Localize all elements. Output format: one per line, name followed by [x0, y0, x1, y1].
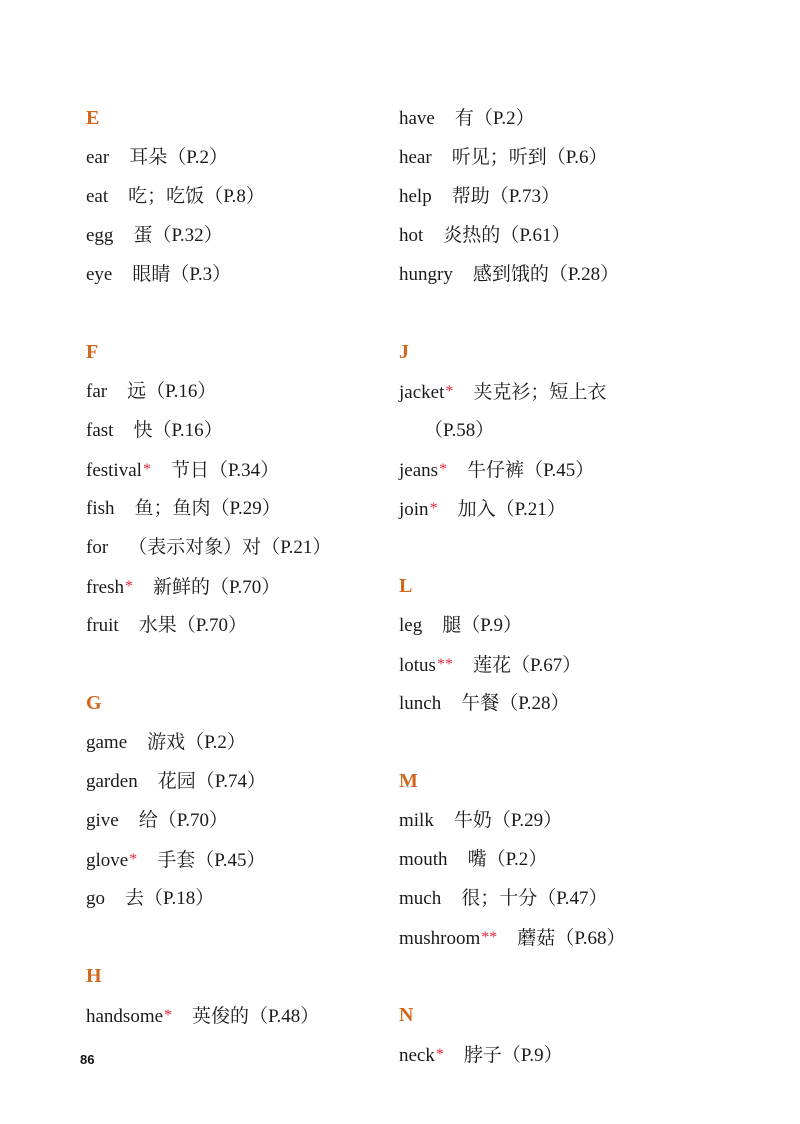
open-paren: （: [548, 263, 568, 285]
entry-meaning: 耳朵: [129, 146, 168, 168]
page-ref-number: P.21: [514, 499, 547, 520]
glossary-entry-continuation: [399, 411, 779, 450]
entry-word: join: [399, 499, 429, 520]
page-reference: [492, 810, 562, 831]
entry-word: much: [399, 888, 442, 909]
page-ref-number: P.61: [519, 225, 552, 246]
close-paren: ）: [543, 1044, 563, 1066]
entry-word: fish: [86, 498, 115, 519]
entry-word: go: [86, 888, 105, 909]
page-ref-number: P.2: [492, 108, 516, 129]
close-paren: ）: [528, 848, 548, 870]
section-letter-heading: G: [86, 692, 102, 714]
close-paren: ）: [212, 263, 232, 285]
close-paren: ）: [261, 497, 281, 519]
entry-meaning: 牛奶: [453, 809, 492, 831]
open-paren: （: [195, 770, 215, 792]
entry-word: leg: [399, 615, 423, 636]
glossary-entry: [86, 996, 386, 1035]
page-reference: [170, 264, 231, 285]
page-reference: [261, 537, 331, 558]
entry-meaning: 感到饿的: [472, 263, 549, 285]
glossary-entry: [399, 177, 779, 216]
glossary-entry: [399, 99, 779, 138]
page-reference: [210, 577, 280, 598]
difficulty-star-icon: *: [129, 851, 138, 868]
entry-word: help: [399, 186, 432, 207]
glossary-section: [86, 333, 386, 645]
page-ref-number: P.45: [543, 460, 576, 481]
open-paren: （: [495, 498, 515, 520]
entry-meaning: 脖子: [463, 1044, 502, 1066]
page-ref-number: P.58: [443, 420, 476, 441]
entry-meaning: 腿: [442, 614, 462, 636]
glossary-entry: [86, 177, 386, 216]
open-paren: （: [537, 887, 557, 909]
entry-word: hear: [399, 147, 432, 168]
page-reference: [195, 850, 265, 871]
difficulty-star-icon: *: [429, 500, 438, 517]
section-letter-heading: E: [86, 107, 100, 129]
left-column: [86, 99, 386, 1035]
close-paren: ）: [588, 887, 608, 909]
entry-word: fresh: [86, 577, 124, 598]
entry-meaning: 快: [133, 419, 153, 441]
glossary-entry: [86, 138, 386, 177]
page-reference: [185, 732, 246, 753]
page-reference: [146, 381, 216, 402]
entry-meaning: 水果: [138, 614, 177, 636]
open-paren: （: [510, 654, 530, 676]
page-reference: [555, 928, 625, 949]
page-reference: [490, 186, 560, 207]
close-paren: ）: [208, 146, 228, 168]
entry-meaning: 听见；听到: [451, 146, 547, 168]
glossary-entry: [86, 840, 386, 879]
entry-meaning: 远: [127, 380, 147, 402]
page-reference: [204, 186, 265, 207]
close-paren: ）: [226, 731, 246, 753]
entry-meaning: 蘑菇: [517, 927, 556, 949]
glossary-section: [399, 333, 779, 528]
entry-meaning: 花园: [157, 770, 196, 792]
page-ref-number: P.2: [186, 147, 209, 168]
close-paren: ）: [540, 185, 560, 207]
page-ref-number: P.21: [280, 537, 313, 558]
glossary-entry: [86, 411, 386, 450]
open-paren: （: [555, 927, 575, 949]
page-ref-number: P.70: [176, 810, 209, 831]
glossary-entry: [86, 489, 386, 528]
glossary-entry: [86, 216, 386, 255]
close-paren: ）: [261, 576, 281, 598]
difficulty-star-icon: *: [445, 383, 454, 400]
close-paren: ）: [475, 419, 495, 441]
entry-word: have: [399, 108, 435, 129]
entry-meaning: 手套: [157, 849, 196, 871]
entry-meaning: 很；十分: [461, 887, 538, 909]
page-reference: [167, 147, 228, 168]
entry-meaning: 夹克衫；短上衣: [473, 381, 607, 403]
difficulty-star-icon: *: [164, 1007, 173, 1024]
close-paren: ）: [208, 809, 228, 831]
close-paren: ）: [588, 146, 608, 168]
entry-word: fruit: [86, 615, 119, 636]
close-paren: ）: [203, 224, 223, 246]
entry-meaning: （表示对象）对: [128, 536, 262, 558]
close-paren: ）: [515, 107, 535, 129]
page-ref-number: P.16: [171, 420, 204, 441]
close-paren: ）: [227, 614, 247, 636]
open-paren: （: [486, 848, 506, 870]
entry-word: game: [86, 732, 128, 753]
page-reference: [461, 615, 522, 636]
page-reference: [209, 460, 279, 481]
entry-meaning: 英俊的: [192, 1005, 250, 1027]
page-ref-number: P.47: [556, 888, 589, 909]
close-paren: ）: [575, 459, 595, 481]
glossary-entry: [86, 450, 386, 489]
page-ref-number: P.70: [195, 615, 228, 636]
open-paren: （: [524, 459, 544, 481]
close-paren: ）: [600, 263, 620, 285]
glossary-entry: [399, 879, 779, 918]
page-ref-number: P.28: [518, 693, 551, 714]
open-paren: （: [424, 419, 444, 441]
close-paren: ）: [543, 809, 563, 831]
close-paren: ）: [203, 419, 223, 441]
close-paren: ）: [246, 770, 266, 792]
section-letter-heading: H: [86, 965, 102, 987]
glossary-section: [399, 567, 779, 723]
page-ref-number: P.9: [520, 1045, 544, 1066]
difficulty-star-icon: *: [124, 578, 133, 595]
open-paren: （: [489, 185, 509, 207]
open-paren: （: [208, 459, 228, 481]
glossary-section: [399, 996, 779, 1074]
difficulty-star-icon: **: [436, 656, 453, 673]
page-reference: [249, 1006, 319, 1027]
entry-word: lunch: [399, 693, 442, 714]
close-paren: ）: [502, 614, 522, 636]
page-ref-number: P.73: [508, 186, 541, 207]
entry-meaning: 节日: [170, 459, 209, 481]
page-ref-number: P.45: [214, 850, 247, 871]
open-paren: （: [249, 1005, 269, 1027]
glossary-section: [86, 957, 386, 1035]
page-ref-number: P.32: [171, 225, 204, 246]
page-reference: [499, 693, 569, 714]
open-paren: （: [195, 849, 215, 871]
glossary-section: [86, 99, 386, 294]
section-letter-heading: J: [399, 341, 409, 363]
glossary-entry: [86, 255, 386, 294]
page-ref-number: P.74: [214, 771, 247, 792]
glossary-entry: [86, 723, 386, 762]
page-reference: [177, 615, 247, 636]
page-reference: [487, 849, 548, 870]
glossary-entry: [86, 606, 386, 645]
close-paren: ）: [551, 224, 571, 246]
glossary-entry: [399, 1035, 779, 1074]
entry-word: jeans: [399, 460, 439, 481]
right-column: [399, 99, 779, 1074]
page-reference: [549, 264, 619, 285]
open-paren: （: [461, 614, 481, 636]
entry-meaning: 莲花: [472, 654, 511, 676]
open-paren: （: [157, 809, 177, 831]
glossary-entry: [86, 372, 386, 411]
entry-word: give: [86, 810, 119, 831]
open-paren: （: [176, 614, 196, 636]
page-ref-number: P.9: [480, 615, 503, 636]
glossary-entry: [86, 801, 386, 840]
close-paren: ）: [260, 459, 280, 481]
glossary-entry: [86, 879, 386, 918]
close-paren: ）: [562, 654, 582, 676]
difficulty-star-icon: **: [481, 929, 498, 946]
glossary-entry: [399, 840, 779, 879]
page-reference: [196, 771, 266, 792]
entry-word: neck: [399, 1045, 435, 1066]
section-letter-heading: M: [399, 770, 418, 792]
section-letter-heading: N: [399, 1004, 414, 1026]
difficulty-star-icon: *: [142, 461, 151, 478]
entry-meaning: 帮助: [451, 185, 490, 207]
entry-meaning: 给: [138, 809, 158, 831]
glossary-entry: [399, 216, 779, 255]
page-ref-number: P.6: [565, 147, 589, 168]
open-paren: （: [204, 185, 224, 207]
page-ref-number: P.28: [567, 264, 601, 285]
entry-meaning: 炎热的: [443, 224, 501, 246]
entry-meaning: 眼睛: [132, 263, 171, 285]
close-paren: ）: [245, 185, 265, 207]
entry-word: lotus: [399, 655, 436, 676]
glossary-entry: [86, 762, 386, 801]
page-reference: [152, 420, 222, 441]
page-reference: [158, 810, 228, 831]
page-ref-number: P.70: [229, 577, 262, 598]
glossary-entry: [399, 138, 779, 177]
glossary-entry: [399, 645, 779, 684]
entry-meaning: 去: [125, 887, 145, 909]
page-ref-number: P.29: [229, 498, 262, 519]
page-ref-number: P.8: [223, 186, 246, 207]
glossary-entry: [399, 801, 779, 840]
open-paren: （: [210, 497, 230, 519]
close-paren: ）: [300, 1005, 320, 1027]
glossary-entry: [399, 372, 779, 411]
open-paren: （: [491, 809, 511, 831]
page-reference: [524, 460, 594, 481]
section-letter-heading: L: [399, 575, 413, 597]
page-reference: [496, 499, 566, 520]
entry-word: egg: [86, 225, 114, 246]
page-ref-number: P.2: [204, 732, 227, 753]
close-paren: ）: [550, 692, 570, 714]
close-paren: ）: [546, 498, 566, 520]
glossary-section: [399, 99, 779, 294]
page-reference: [537, 888, 607, 909]
page-reference: [511, 655, 581, 676]
entry-word: for: [86, 537, 109, 558]
glossary-entry: [399, 489, 779, 528]
page-ref-number: P.16: [165, 381, 198, 402]
difficulty-star-icon: *: [435, 1046, 444, 1063]
page-reference: [424, 420, 494, 441]
entry-word: ear: [86, 147, 110, 168]
glossary-entry: [86, 528, 386, 567]
open-paren: （: [167, 146, 187, 168]
glossary-entry: [399, 918, 779, 957]
open-paren: （: [185, 731, 205, 753]
page-ref-number: P.48: [268, 1006, 301, 1027]
open-paren: （: [473, 107, 493, 129]
page-reference: [474, 108, 535, 129]
entry-word: eye: [86, 264, 113, 285]
difficulty-star-icon: *: [439, 461, 448, 478]
entry-word: milk: [399, 810, 434, 831]
entry-meaning: 新鲜的: [152, 576, 210, 598]
open-paren: （: [146, 380, 166, 402]
entry-word: eat: [86, 186, 109, 207]
glossary-section: [399, 762, 779, 957]
entry-word: fast: [86, 420, 114, 441]
glossary-entry: [86, 567, 386, 606]
close-paren: ）: [606, 927, 626, 949]
close-paren: ）: [312, 536, 332, 558]
close-paren: ）: [246, 849, 266, 871]
entry-meaning: 游戏: [147, 731, 186, 753]
section-letter-heading: F: [86, 341, 99, 363]
entry-word: handsome: [86, 1006, 164, 1027]
glossary-entry: [399, 255, 779, 294]
entry-word: glove: [86, 850, 129, 871]
entry-meaning: 嘴: [467, 848, 487, 870]
page-number: 86: [80, 1052, 95, 1067]
open-paren: （: [152, 224, 172, 246]
entry-word: far: [86, 381, 108, 402]
close-paren: ）: [195, 887, 215, 909]
page-reference: [211, 498, 281, 519]
entry-meaning: 午餐: [461, 692, 500, 714]
open-paren: （: [546, 146, 566, 168]
open-paren: （: [261, 536, 281, 558]
entry-meaning: 蛋: [133, 224, 153, 246]
page-ref-number: P.68: [574, 928, 607, 949]
page-reference: [502, 1045, 563, 1066]
page-ref-number: P.3: [189, 264, 213, 285]
glossary-section: [86, 684, 386, 918]
open-paren: （: [501, 1044, 521, 1066]
entry-meaning: 鱼；鱼肉: [134, 497, 211, 519]
glossary-entry: [399, 450, 779, 489]
open-paren: （: [210, 576, 230, 598]
entry-word: hungry: [399, 264, 453, 285]
open-paren: （: [144, 887, 164, 909]
close-paren: ）: [197, 380, 217, 402]
entry-word: mouth: [399, 849, 448, 870]
entry-meaning: 加入: [457, 498, 496, 520]
entry-word: mushroom: [399, 928, 481, 949]
open-paren: （: [500, 224, 520, 246]
page-reference: [144, 888, 214, 909]
open-paren: （: [152, 419, 172, 441]
open-paren: （: [170, 263, 190, 285]
entry-meaning: 吃；吃饭: [128, 185, 205, 207]
page-reference: [500, 225, 570, 246]
page-ref-number: P.29: [510, 810, 544, 831]
page-ref-number: P.34: [227, 460, 261, 481]
entry-meaning: 有: [454, 107, 474, 129]
open-paren: （: [499, 692, 519, 714]
entry-meaning: 牛仔裤: [467, 459, 525, 481]
page-reference: [547, 147, 608, 168]
entry-word: festival: [86, 460, 142, 481]
entry-word: garden: [86, 771, 138, 792]
glossary-entry: [399, 684, 779, 723]
page-ref-number: P.67: [529, 655, 563, 676]
page-reference: [152, 225, 222, 246]
entry-word: hot: [399, 225, 424, 246]
glossary-entry: [399, 606, 779, 645]
page-ref-number: P.18: [163, 888, 196, 909]
entry-word: jacket: [399, 382, 445, 403]
page-ref-number: P.2: [505, 849, 529, 870]
